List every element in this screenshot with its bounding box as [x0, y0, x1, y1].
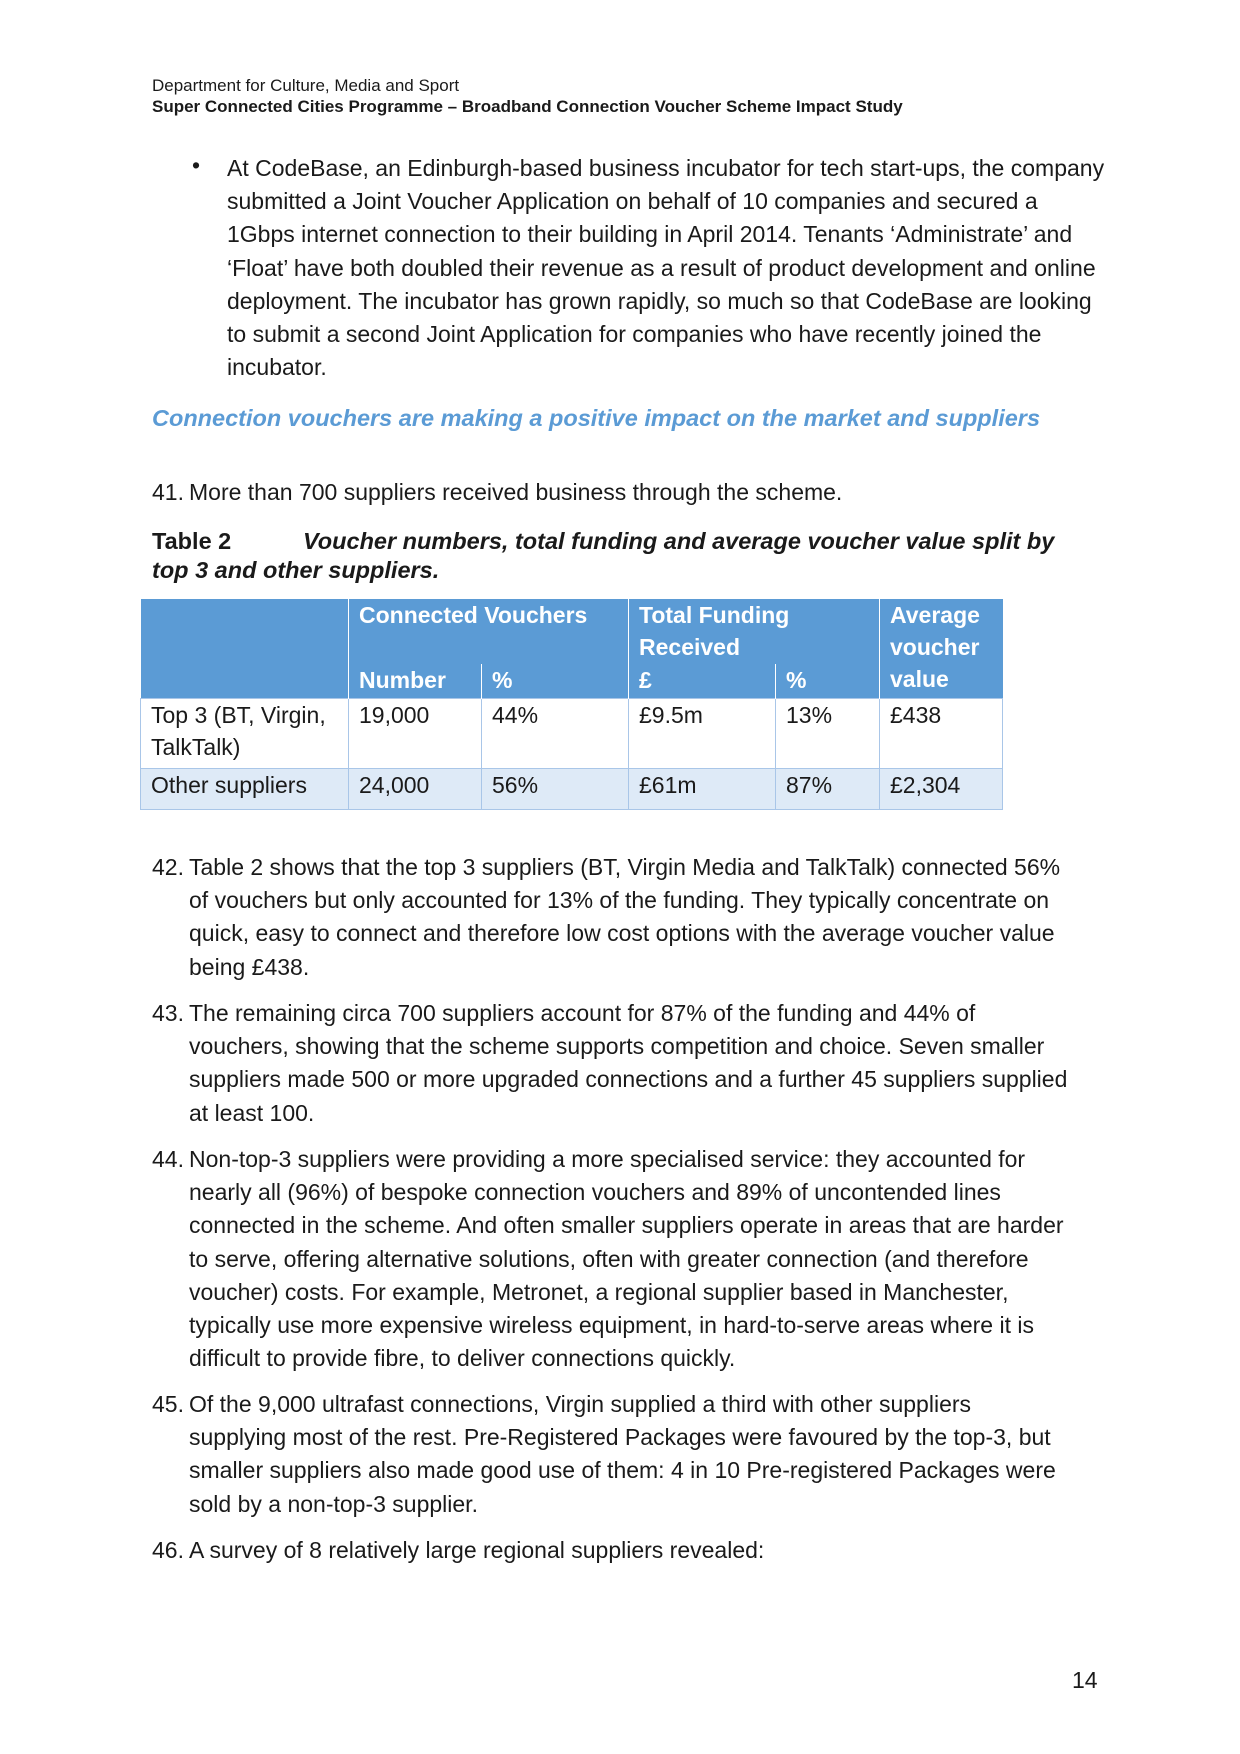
header-department: Department for Culture, Media and Sport [152, 76, 460, 95]
header-empty [141, 599, 349, 664]
subheader-number: Number [349, 664, 482, 699]
page-number: 14 [1072, 1667, 1098, 1693]
paragraph-number: 43. [152, 1000, 184, 1026]
cell-percent-vouchers: 44% [482, 699, 629, 769]
paragraph-text: Table 2 shows that the top 3 suppliers (BT, Virgin Media and TalkTalk) connected 56% of vouchers but only accounted for 13% of the funding. They typically concentrate on quick, easy to connect and therefore low cost options with the average voucher value being £438. [189, 854, 1061, 980]
header-report-title: Super Connected Cities Programme – Broadband Connection Voucher Scheme Impact Study [152, 97, 903, 116]
cell-average-value: £438 [880, 699, 1003, 769]
header-total-funding: Total Funding Received [629, 599, 880, 664]
paragraph-number: 42. [152, 854, 184, 880]
cell-number: 19,000 [349, 699, 482, 769]
table-row [141, 699, 1003, 769]
voucher-table [140, 599, 1003, 810]
paragraph-number: 44. [152, 1146, 184, 1172]
paragraph-text: More than 700 suppliers received business through the scheme. [189, 479, 843, 505]
table-subheader-row [141, 664, 1003, 699]
paragraph-number: 45. [152, 1391, 184, 1417]
subheader-percent-vouchers: % [482, 664, 629, 699]
cell-percent-funding: 13% [776, 699, 880, 769]
codebase-case-study: At CodeBase, an Edinburgh-based business incubator for tech start-ups, the company submitted a Joint Voucher Application on behalf of 10 companies and secured a 1Gbps internet connection to their building in April 2014. Tenants ‘Administrate’ and ‘Float’ have both doubled their revenue as a result of product development and online deployment. The incubator has grown rapidly, so much so that CodeBase are looking to submit a second Joint Application for companies who have recently joined the incubator. [227, 155, 1105, 381]
paragraph-number: 41. [152, 479, 184, 505]
cell-supplier: Other suppliers [141, 769, 349, 810]
paragraph-text: A survey of 8 relatively large regional suppliers revealed: [189, 1537, 765, 1563]
cell-funding: £61m [629, 769, 776, 810]
cell-funding: £9.5m [629, 699, 776, 769]
table-row [141, 769, 1003, 810]
paragraph-text: Of the 9,000 ultrafast connections, Virgin supplied a third with other suppliers supplying most of the rest. Pre-Registered Packages were favoured by the top-3, but smaller suppliers also made good use of them: 4 in 10 Pre-registered Packages were sold by a non-top-3 supplier. [189, 1391, 1056, 1517]
bullet-marker: • [192, 152, 201, 178]
table-label: Table 2 [152, 528, 232, 554]
table-header-row [141, 599, 1003, 664]
table-caption [152, 527, 1092, 585]
paragraph-text: The remaining circa 700 suppliers account for 87% of the funding and 44% of vouchers, showing that the scheme supports competition and choice. Seven smaller suppliers made 500 or more upgraded connections and a further 45 suppliers supplied at least 100. [189, 1000, 1068, 1126]
cell-supplier: Top 3 (BT, Virgin, TalkTalk) [141, 699, 349, 769]
header-average-voucher: Average voucher value [880, 599, 1003, 699]
paragraph-text: Non-top-3 suppliers were providing a more specialised service: they accounted for nearly all (96%) of bespoke connection vouchers and 89% of uncontended lines connected in the scheme. And often smaller suppliers operate in areas that are harder to serve, offering alternative solutions, often with greater connection (and therefore voucher) costs. For example, Metronet, a regional supplier based in Manchester, typically use more expensive wireless equipment, in hard-to-serve areas where it is difficult to provide fibre, to deliver connections quickly. [189, 1146, 1064, 1372]
cell-percent-vouchers: 56% [482, 769, 629, 810]
table-title: Voucher numbers, total funding and average voucher value split by top 3 and other suppliers. [152, 528, 1055, 583]
subheader-percent-funding: % [776, 664, 880, 699]
cell-number: 24,000 [349, 769, 482, 810]
subheader-pound: £ [629, 664, 776, 699]
paragraph-number: 46. [152, 1537, 184, 1563]
subheader-empty [141, 664, 349, 699]
cell-percent-funding: 87% [776, 769, 880, 810]
header-connected-vouchers: Connected Vouchers [349, 599, 629, 664]
section-subheading: Connection vouchers are making a positive impact on the market and suppliers [152, 405, 1041, 431]
cell-average-value: £2,304 [880, 769, 1003, 810]
